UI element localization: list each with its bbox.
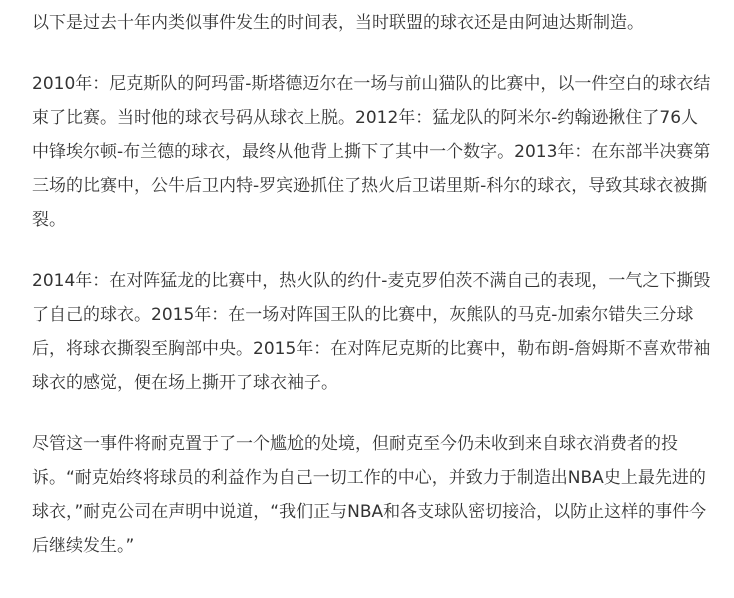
timeline-paragraph-2014-2015: 2014年：在对阵猛龙的比赛中，热火队的约什-麦克罗伯茨不满自己的表现，一气之下撕毁了自己的球衣。2015年：在一场对阵国王队的比赛中，灰熊队的马克-加索尔错失三分球后，将球衣撕裂至胸部中央。2015年：在对阵尼克斯的比赛中，勒布朗-詹姆斯不喜欢带袖球衣的感觉，便在场上撕开了球衣袖子。 — [32, 271, 711, 393]
timeline-paragraph-2010-2013: 2010年：尼克斯队的阿玛雷-斯塔德迈尔在一场与前山猫队的比赛中，以一件空白的球衣结束了比赛。当时他的球衣号码从球衣上脱。2012年：猛龙队的阿米尔-约翰逊揪住了76人中锋埃尔顿-布兰德的球衣，最终从他背上撕下了其中一个数字。2013年：在东部半决赛第三场的比赛中，公牛后卫内特-罗宾逊抓住了热火后卫诺里斯-科尔的球衣，导致其球衣被撕裂。 — [32, 74, 711, 230]
intro-paragraph: 以下是过去十年内类似事件发生的时间表，当时联盟的球衣还是由阿迪达斯制造。 — [32, 13, 644, 33]
article-body — [32, 6, 712, 563]
nike-statement-paragraph: 尽管这一事件将耐克置于了一个尴尬的处境，但耐克至今仍未收到来自球衣消费者的投诉。“耐克始终将球员的利益作为自己一切工作的中心，并致力于制造出NBA史上最先进的球衣，”耐克公司在声明中说道，“我们正与NBA和各支球队密切接洽，以防止这样的事件今后继续发生。” — [32, 434, 707, 556]
